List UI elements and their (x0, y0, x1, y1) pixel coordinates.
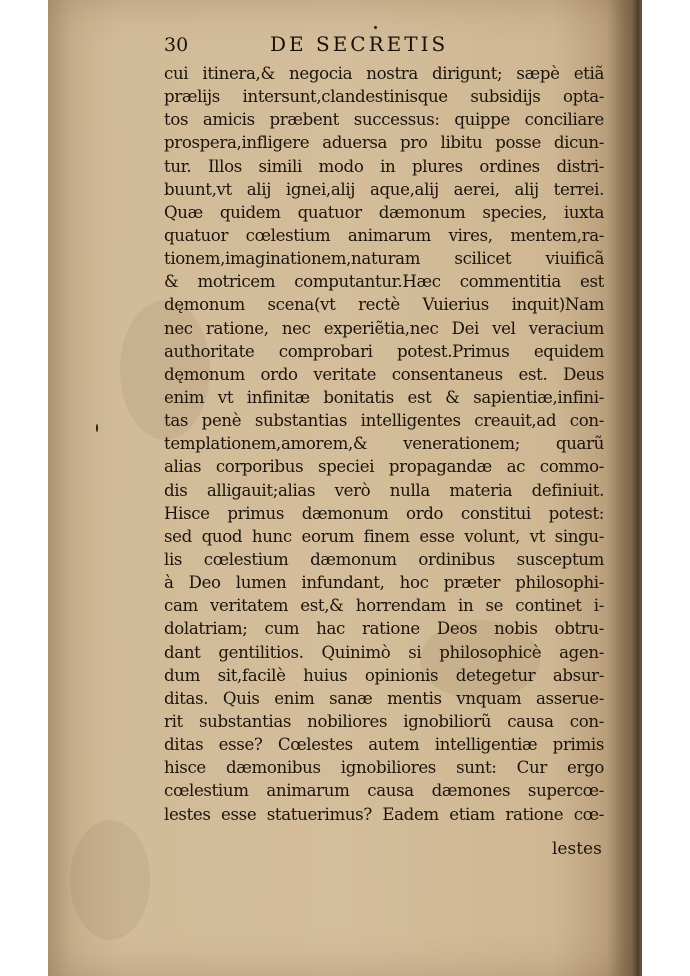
text-line: sed quod hunc eorum finem esse volunt, vt singu- (164, 526, 604, 546)
text-line: dum sit,facilè huius opinionis detegetur absur- (164, 665, 604, 685)
text-line: & motricem computantur.Hæc commentitia est (164, 272, 604, 292)
text-line: cui itinera,& negocia nostra dirigunt; sæpè etiã (164, 64, 604, 83)
text-line: ditas esse? Cœlestes autem intelligentiæ primis (164, 735, 604, 755)
text-line: tas penè substantias intelligentes creauit,ad con- (164, 411, 604, 431)
paper-stain (70, 820, 150, 940)
text-line: prospera,infligere aduersa pro libitu posse dicun- (164, 133, 604, 153)
ink-mark (374, 26, 377, 29)
running-head (0, 30, 690, 60)
text-line: alias corporibus speciei propagandæ ac commo- (164, 457, 604, 477)
text-line: à Deo lumen infundant, hoc præter philosophi- (164, 573, 604, 593)
text-line: enim vt infinitæ bonitatis est & sapientiæ,infini- (164, 387, 604, 407)
text-line: dant gentilitios. Quinimò si philosophicè agen- (164, 642, 604, 662)
text-line: lis cœlestium dæmonum ordinibus susceptum (164, 549, 604, 569)
text-line: dis alligauit;alias verò nulla materia definiuit. (164, 480, 604, 500)
text-line: dęmonum ordo veritate consentaneus est. Deus (164, 364, 604, 384)
text-line: prælijs intersunt,clandestinisque subsidijs opta- (164, 87, 604, 107)
text-line: dolatriam; cum hac ratione Deos nobis obtru- (164, 619, 604, 639)
text-line: tos amicis præbent successus: quippe conciliare (164, 110, 604, 130)
text-line: Quæ quidem quatuor dæmonum species, iuxta (164, 202, 604, 222)
text-line: cam veritatem est,& horrendam in se continet i- (164, 596, 604, 616)
text-line: quatuor cœlestium animarum vires, mentem,ra- (164, 225, 604, 245)
text-line: hisce dæmonibus ignobiliores sunt: Cur ergo (164, 758, 604, 778)
page-number: 30 (164, 34, 189, 56)
text-line: tionem,imaginationem,naturam scilicet viuificã (164, 249, 604, 269)
text-line: templationem,amorem,& venerationem; quarũ (164, 434, 604, 454)
catchword: lestes (552, 839, 602, 859)
binding-edge (632, 0, 642, 976)
text-line: dęmonum scena(vt rectè Vuierius inquit)Nam (164, 295, 604, 315)
body-text (164, 62, 604, 826)
text-line: rit substantias nobiliores ignobiliorũ causa con- (164, 711, 604, 731)
running-title: DE SECRETIS (270, 32, 449, 56)
text-line: authoritate comprobari potest.Primus equidem (164, 341, 604, 361)
text-line: buunt,vt alij ignei,alij aque,alij aerei, alij terrei. (164, 179, 604, 199)
text-line: nec ratione, nec experiẽtia,nec Dei vel veracium (164, 318, 604, 338)
text-line: lestes esse statuerimus? Eadem etiam ratione cœ- (164, 804, 604, 824)
text-line: cœlestium animarum causa dæmones supercœ- (164, 781, 604, 801)
text-line: tur. Illos simili modo in plures ordines distri- (164, 156, 604, 176)
text-line: Hisce primus dæmonum ordo constitui potest: (164, 503, 604, 523)
ink-mark (96, 424, 98, 432)
text-line: ditas. Quis enim sanæ mentis vnquam asserue- (164, 688, 604, 708)
